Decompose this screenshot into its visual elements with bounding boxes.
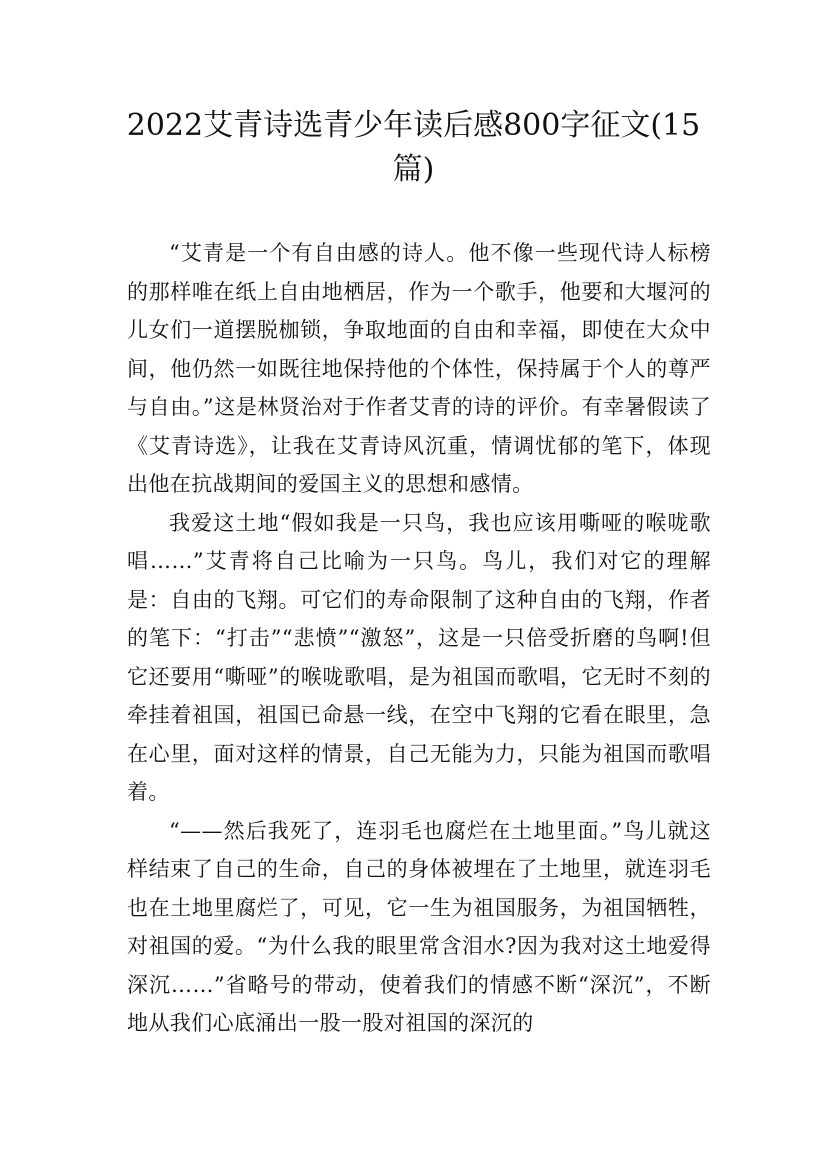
document-title: 2022艾青诗选青少年读后感800字征文(15篇) bbox=[126, 108, 701, 187]
paragraph-2: 我爱这土地“假如我是一只鸟，我也应该用嘶哑的喉咙歌唱……”艾青将自己比喻为一只鸟。鸟儿，我们对它的理解是：自由的飞翔。可它们的寿命限制了这种自由的飞翔，作者的笔下：“打击”“悲愤”“激怒”，这是一只倍受折磨的鸟啊!但它还要用“嘶哑”的喉咙歌唱，是为祖国而歌唱，它无时不刻的牵挂着祖国，祖国已命悬一线，在空中飞翔的它看在眼里，急在心里，面对这样的情景，自己无能为力，只能为祖国而歌唱着。 bbox=[127, 510, 711, 804]
paragraph-3: “——然后我死了，连羽毛也腐烂在土地里面。”鸟儿就这样结束了自己的生命，自己的身体被埋在了土地里，就连羽毛也在土地里腐烂了，可见，它一生为祖国服务，为祖国牺牲，对祖国的爱。“为什么我的眼里常含泪水?因为我对这土地爱得深沉……”省略号的带动，使着我们的情感不断“深沉”，不断地从我们心底涌出一股一股对祖国的深沉的 bbox=[127, 818, 711, 1035]
paragraph-1: “艾青是一个有自由感的诗人。他不像一些现代诗人标榜的那样唯在纸上自由地栖居，作为一个歌手，他要和大堰河的儿女们一道摆脱枷锁，争取地面的自由和幸福，即使在大众中间，他仍然一如既往地保持他的个体性，保持属于个人的尊严与自由。”这是林贤治对于作者艾青的诗的评价。有幸暑假读了《艾青诗选》，让我在艾青诗风沉重，情调忧郁的笔下，体现出他在抗战期间的爱国主义的思想和感情。 bbox=[127, 241, 711, 496]
document-body bbox=[127, 234, 711, 1043]
